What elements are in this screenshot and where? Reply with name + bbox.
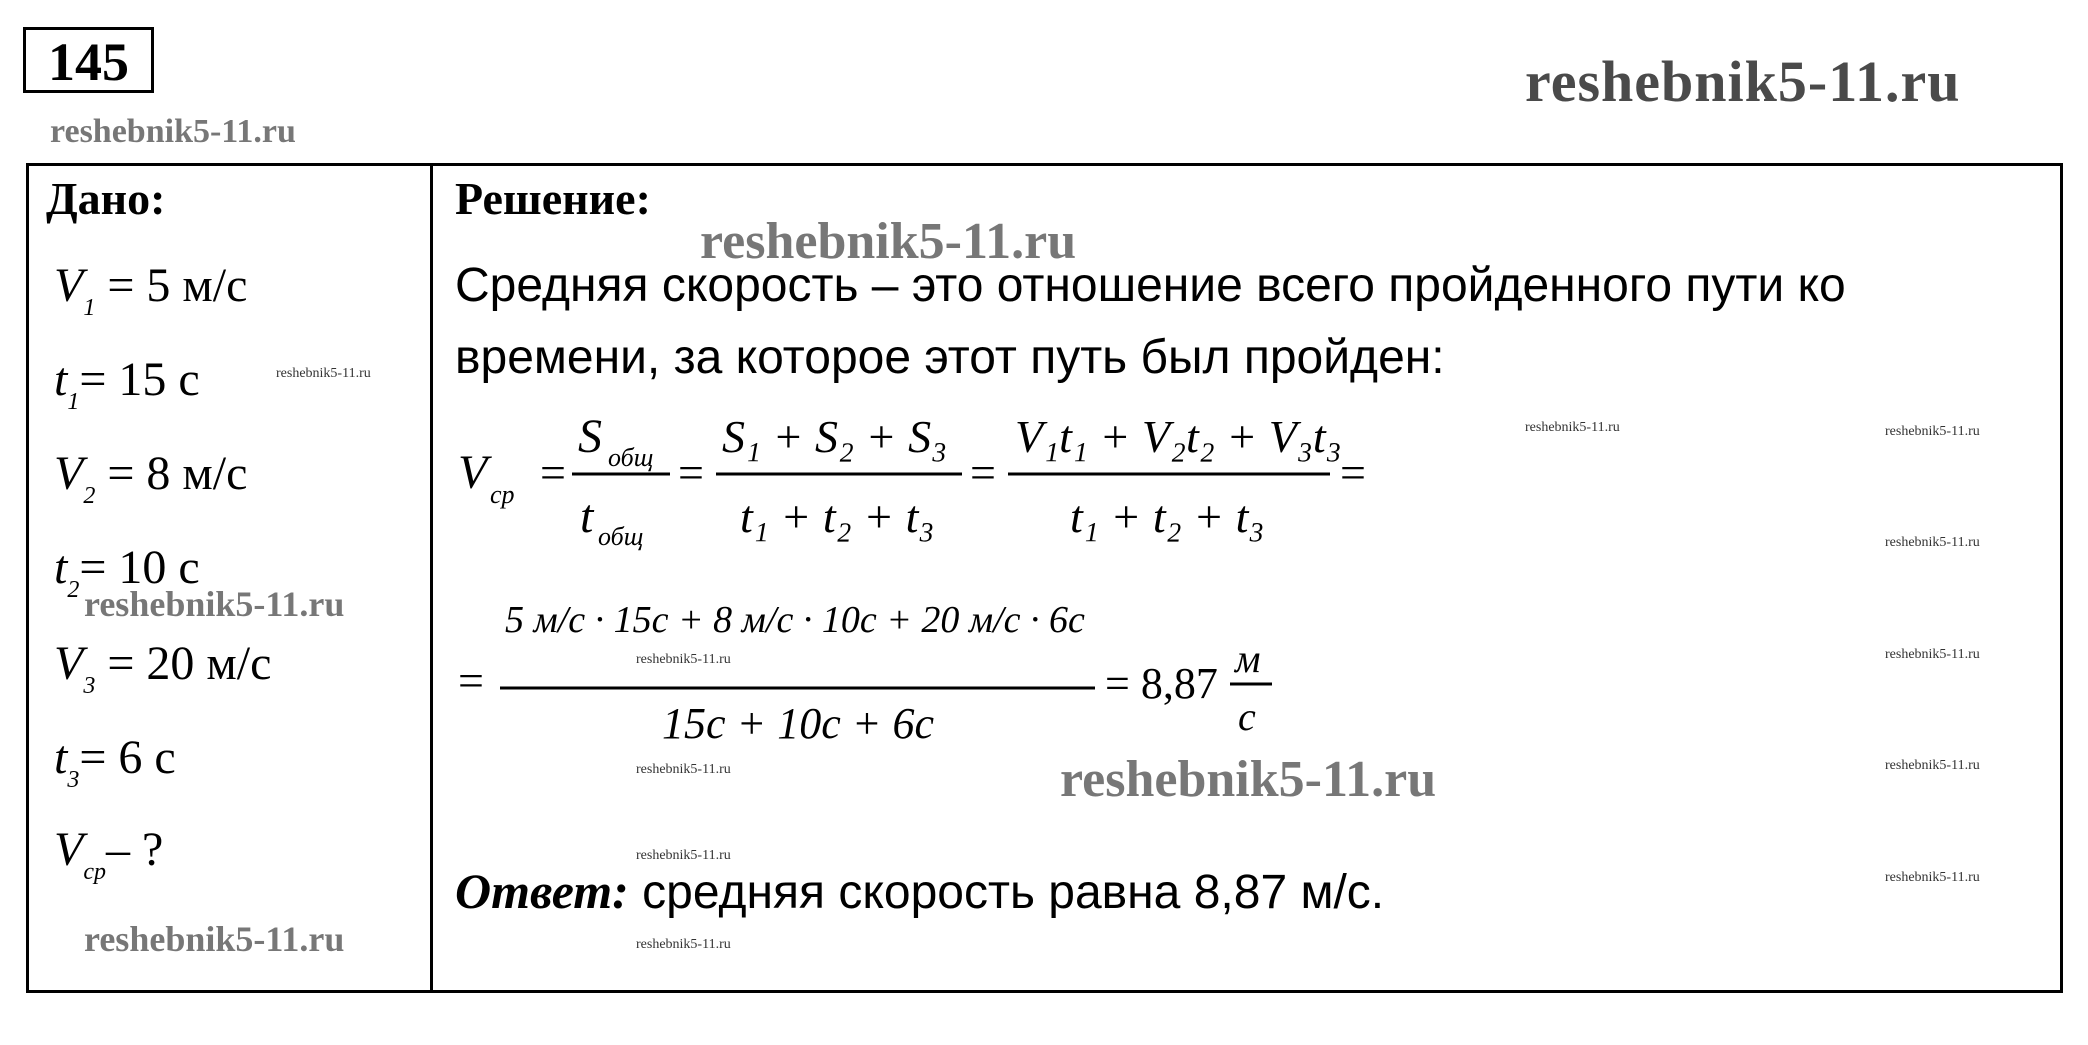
- watermark: reshebnik5-11.ru: [50, 113, 296, 150]
- given-item: [54, 258, 247, 322]
- formula-lhs-sub: ср: [490, 480, 515, 509]
- given-value: = 15 с: [79, 353, 200, 406]
- calc-denominator: 15с + 10с + 6с: [662, 699, 934, 748]
- frac3-den: t₁ + t₂ + t₃: [1070, 491, 1265, 542]
- given-item: [54, 540, 200, 604]
- given-sub: ср: [83, 859, 106, 885]
- given-value: = 5 м/с: [95, 259, 248, 312]
- given-title: Дано:: [46, 173, 166, 224]
- answer-text: средняя скорость равна 8,87 м/с.: [642, 866, 1385, 919]
- svg-text:=: =: [1340, 447, 1366, 498]
- answer-label: Ответ:: [455, 863, 629, 919]
- watermark: reshebnik5-11.ru: [636, 652, 731, 667]
- given-sub: 3: [67, 767, 80, 793]
- svg-text:=: =: [458, 655, 484, 706]
- given-var: t: [54, 731, 68, 784]
- watermark: reshebnik5-11.ru: [1885, 424, 1980, 439]
- watermark: reshebnik5-11.ru: [1525, 420, 1620, 435]
- watermark: reshebnik5-11.ru: [636, 937, 731, 952]
- watermark: reshebnik5-11.ru: [1060, 751, 1437, 808]
- watermark: reshebnik5-11.ru: [1885, 870, 1980, 885]
- given-sub: 3: [83, 673, 96, 699]
- given-value: = 8 м/с: [95, 447, 248, 500]
- given-item: [54, 636, 271, 700]
- given-var: V: [54, 637, 84, 690]
- given-sub: 1: [67, 389, 80, 415]
- frac1-den-sub: общ: [598, 522, 644, 551]
- answer: [455, 862, 1384, 920]
- formula-calculation: [450, 580, 1310, 755]
- frac2-den: t₁ + t₂ + t₃: [740, 491, 935, 542]
- watermark: reshebnik5-11.ru: [84, 919, 345, 959]
- watermark: reshebnik5-11.ru: [636, 762, 731, 777]
- frac1-den: t: [580, 490, 594, 543]
- given-var: V: [54, 447, 84, 500]
- unit-den: с: [1238, 694, 1256, 739]
- calc-numerator: 5 м/с · 15с + 8 м/с · 10с + 20 м/с · 6с: [505, 599, 1085, 641]
- task-number: 145: [23, 27, 154, 93]
- given-value: = 20 м/с: [95, 637, 272, 690]
- given-sub: 1: [83, 295, 96, 321]
- unit-num: м: [1235, 636, 1261, 681]
- svg-text:=: =: [540, 447, 566, 498]
- given-var: t: [54, 353, 68, 406]
- given-item: [54, 730, 176, 794]
- frac1-num-sub: общ: [608, 443, 654, 472]
- given-item: [54, 352, 200, 416]
- watermark: reshebnik5-11.ru: [700, 213, 1077, 270]
- formula-average-speed: [450, 400, 1410, 560]
- solution-text: Средняя скорость – это отношение всего пройденного пути ко времени, за которое этот путь был пройден:: [455, 259, 1846, 384]
- watermark: reshebnik5-11.ru: [1885, 647, 1980, 662]
- watermark: reshebnik5-11.ru: [1885, 758, 1980, 773]
- given-value: – ?: [105, 823, 164, 876]
- given-sub: 2: [67, 577, 80, 603]
- watermark: reshebnik5-11.ru: [84, 584, 345, 624]
- table-divider: [430, 163, 433, 993]
- watermark: reshebnik5-11.ru: [276, 366, 371, 381]
- svg-text:=: =: [970, 447, 996, 498]
- given-sub: 2: [83, 483, 96, 509]
- calc-result: = 8,87: [1105, 659, 1218, 708]
- svg-text:=: =: [678, 447, 704, 498]
- formula-lhs: V: [458, 446, 488, 499]
- given-var: t: [54, 541, 68, 594]
- frac2-num: S₁ + S₂ + S₃: [722, 411, 948, 462]
- solution-title: Решение:: [455, 173, 651, 224]
- given-value: = 6 с: [79, 731, 176, 784]
- watermark: reshebnik5-11.ru: [1525, 49, 1961, 114]
- given-var: V: [54, 259, 84, 312]
- frac1-num: S: [578, 410, 602, 463]
- given-var: V: [54, 823, 84, 876]
- frac3-num: V₁t₁ + V₂t₂ + V₃t₃: [1015, 411, 1342, 462]
- given-value: = 10 с: [79, 541, 200, 594]
- given-item: [54, 822, 163, 886]
- watermark: reshebnik5-11.ru: [1885, 535, 1980, 550]
- given-item: [54, 446, 247, 510]
- watermark: reshebnik5-11.ru: [636, 848, 731, 863]
